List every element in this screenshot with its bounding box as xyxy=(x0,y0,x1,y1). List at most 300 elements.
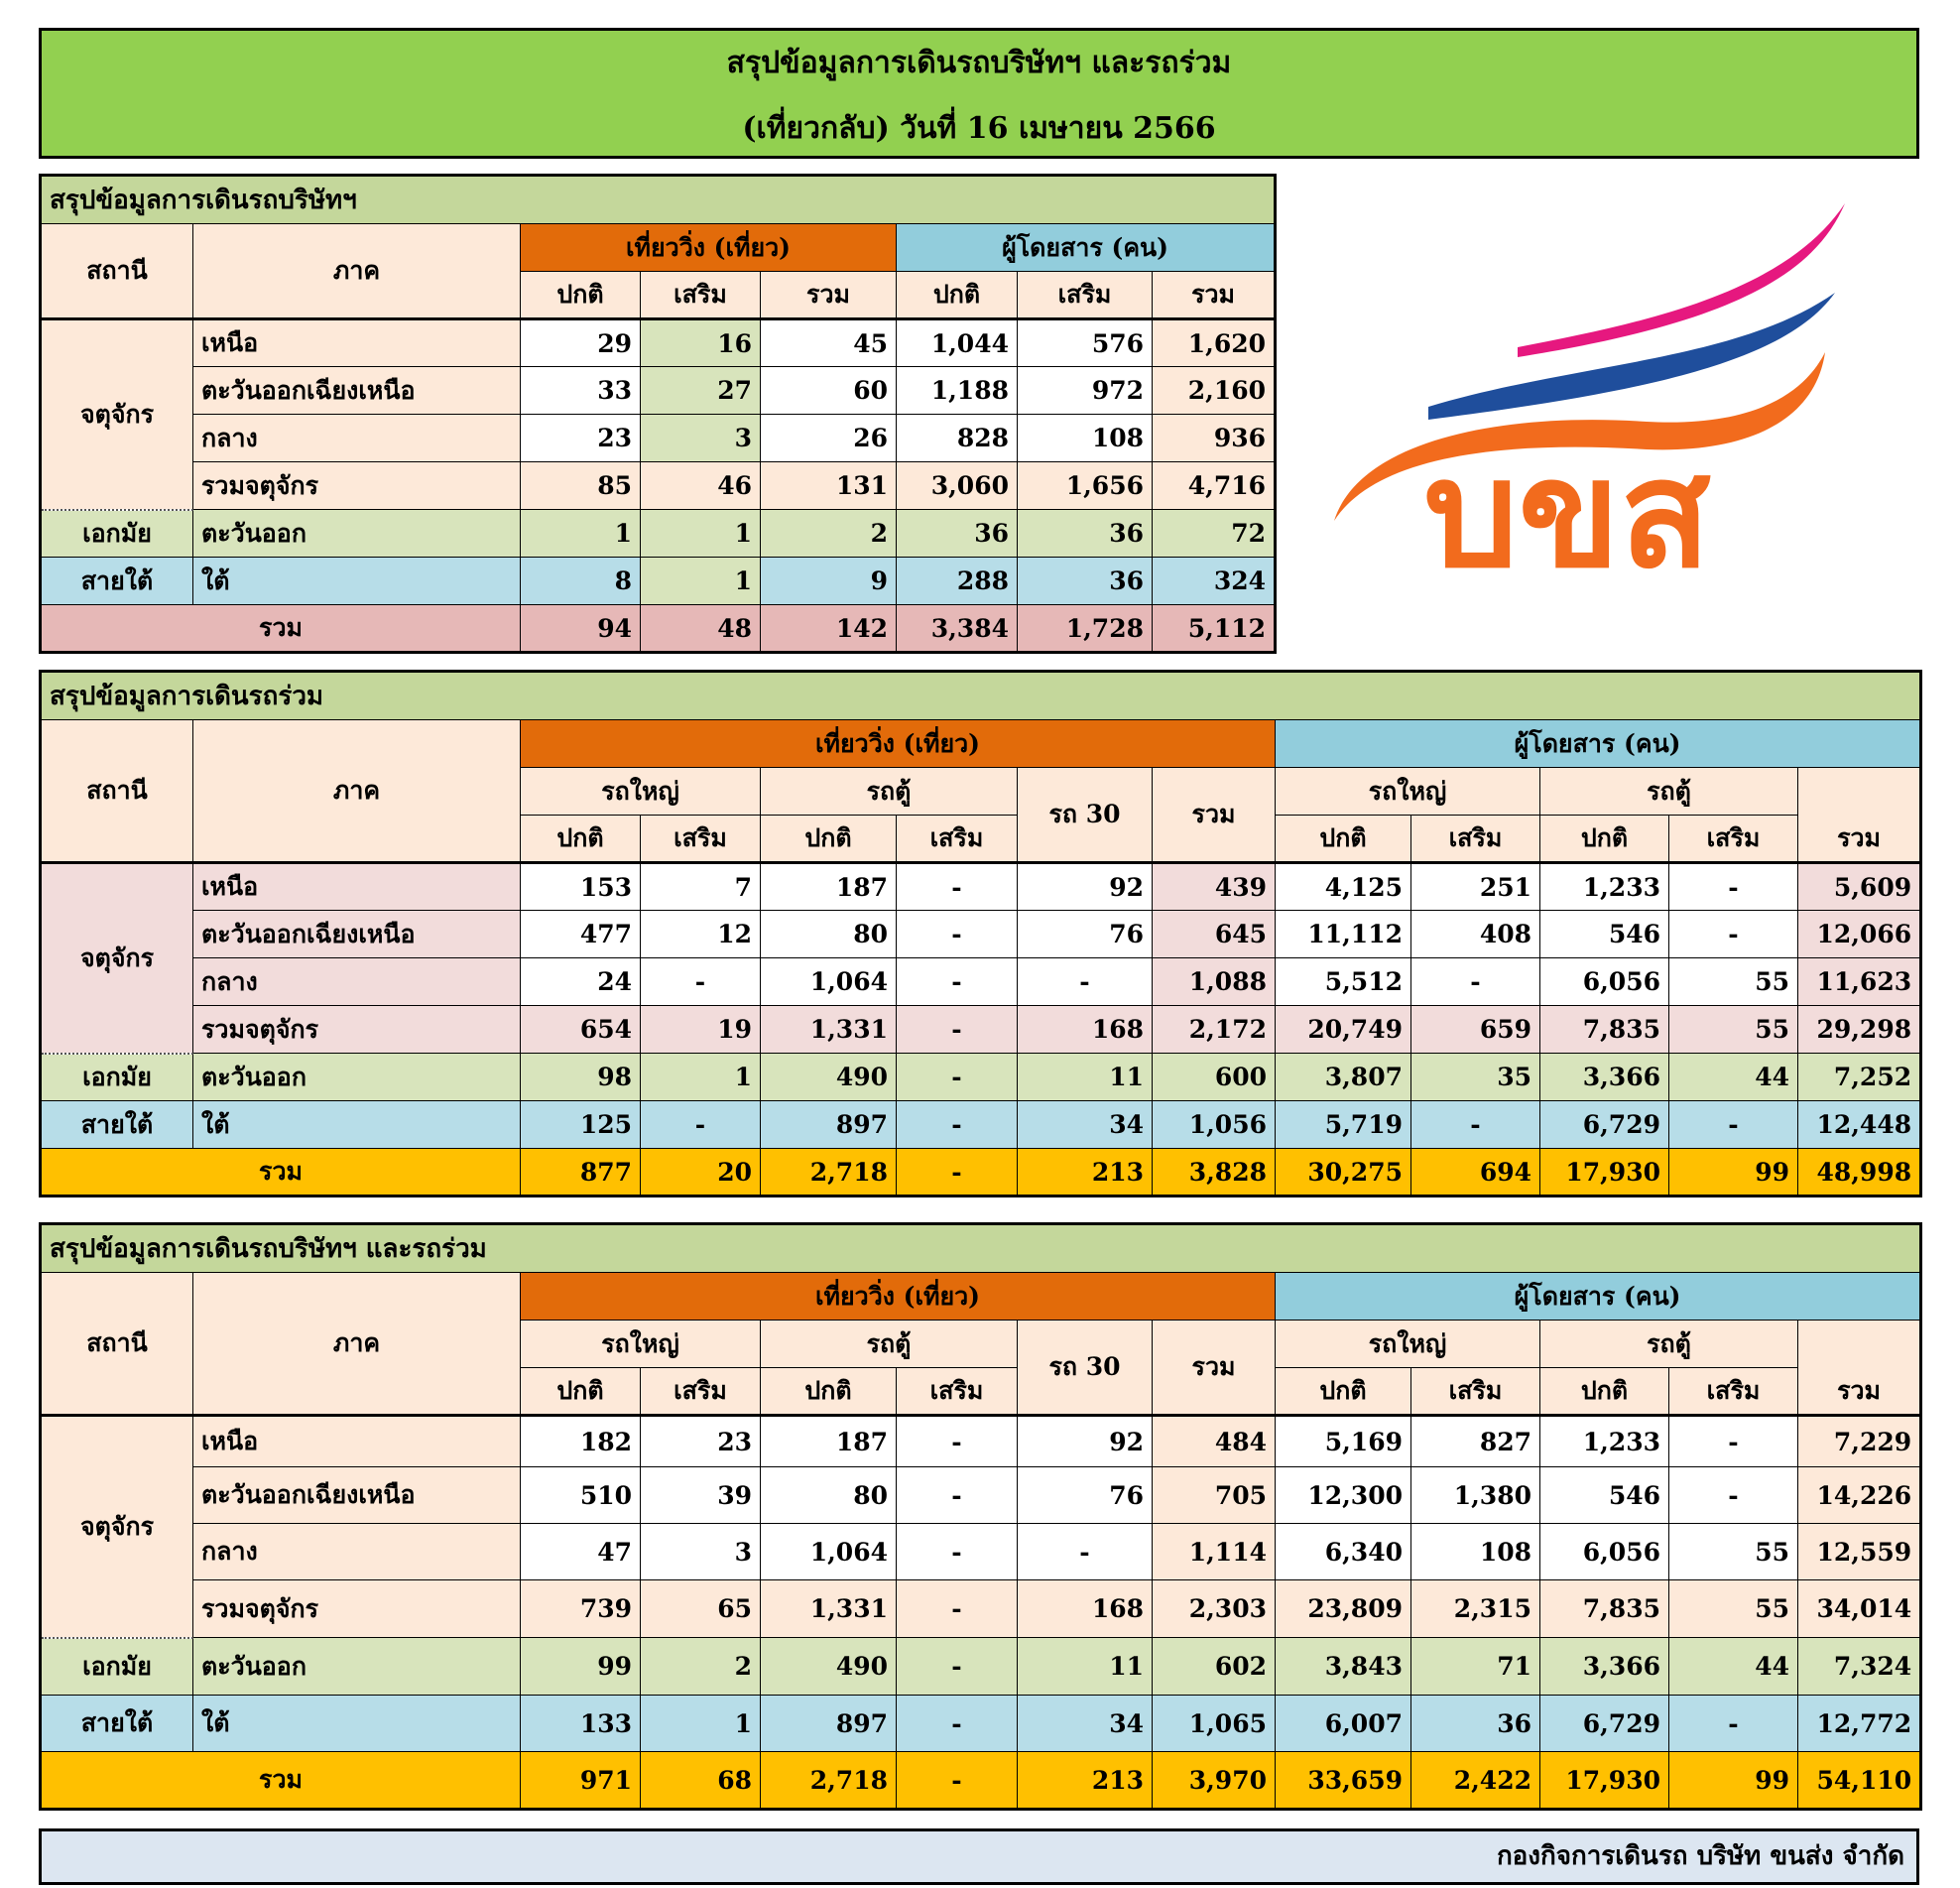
region-cell: รวมจตุจักร xyxy=(193,1006,521,1054)
table-row xyxy=(41,1638,1921,1696)
value-cell: 5,112 xyxy=(1153,605,1276,653)
table-row xyxy=(41,1696,1921,1752)
table1-title: สรุปข้อมูลการเดินรถบริษัทฯ xyxy=(41,176,1276,224)
table2-header-normal: ปกติ xyxy=(1276,816,1411,863)
joint-operations-table xyxy=(39,670,1922,1197)
value-cell: 694 xyxy=(1411,1149,1540,1196)
value-cell: 251 xyxy=(1411,863,1540,911)
table3-passengers-header: ผู้โดยสาร (คน) xyxy=(1276,1273,1921,1321)
value-cell: 5,169 xyxy=(1276,1416,1411,1467)
table3-header-total: รวม xyxy=(1798,1368,1921,1416)
value-cell: 35 xyxy=(1411,1054,1540,1101)
grand-total-label: รวม xyxy=(41,1752,521,1810)
footer-credit: กองกิจการเดินรถ บริษัท ขนส่ง จำกัด xyxy=(39,1828,1919,1885)
value-cell: 645 xyxy=(1153,911,1276,958)
value-cell: - xyxy=(1669,1696,1798,1752)
value-cell: 12,066 xyxy=(1798,911,1921,958)
table3-station-header: สถานี xyxy=(41,1273,193,1416)
value-cell: 92 xyxy=(1018,863,1153,911)
value-cell: 897 xyxy=(761,1101,897,1149)
value-cell: 2,160 xyxy=(1153,367,1276,415)
region-cell: กลาง xyxy=(193,1524,521,1580)
value-cell: 76 xyxy=(1018,1467,1153,1524)
value-cell: - xyxy=(897,1467,1018,1524)
table2-trips-van-header: รถตู้ xyxy=(761,768,1018,816)
value-cell: 46 xyxy=(641,462,761,510)
table3-header-normal: ปกติ xyxy=(521,1368,641,1416)
value-cell: 2,718 xyxy=(761,1149,897,1196)
value-cell: 213 xyxy=(1018,1149,1153,1196)
region-cell: ตะวันออก xyxy=(193,1054,521,1101)
logo-pink-swoosh xyxy=(1518,203,1845,357)
table3-trips-van-header: รถตู้ xyxy=(761,1321,1018,1368)
table2-header-normal: ปกติ xyxy=(1540,816,1669,863)
value-cell: 23,809 xyxy=(1276,1580,1411,1638)
value-cell: 6,729 xyxy=(1540,1696,1669,1752)
value-cell: 3,970 xyxy=(1153,1752,1276,1810)
value-cell: 1 xyxy=(521,510,641,558)
value-cell: - xyxy=(1669,863,1798,911)
table2-trips-total-header: รวม xyxy=(1153,768,1276,863)
table3-header-normal: ปกติ xyxy=(1276,1368,1411,1416)
value-cell: 3,366 xyxy=(1540,1638,1669,1696)
value-cell: - xyxy=(897,1054,1018,1101)
value-cell: 6,056 xyxy=(1540,1524,1669,1580)
value-cell: 827 xyxy=(1411,1416,1540,1467)
value-cell: - xyxy=(897,958,1018,1006)
company-operations-table xyxy=(39,174,1277,654)
value-cell: 897 xyxy=(761,1696,897,1752)
station-ekkamai: เอกมัย xyxy=(41,1638,193,1696)
value-cell: - xyxy=(897,1580,1018,1638)
table2-header-normal: ปกติ xyxy=(521,816,641,863)
table3-header-extra: เสริม xyxy=(1669,1368,1798,1416)
value-cell: - xyxy=(1411,1101,1540,1149)
value-cell: 23 xyxy=(521,415,641,462)
value-cell: 546 xyxy=(1540,911,1669,958)
value-cell: 11 xyxy=(1018,1638,1153,1696)
table2-title: สรุปข้อมูลการเดินรถร่วม xyxy=(41,672,1921,720)
value-cell: - xyxy=(897,1006,1018,1054)
value-cell: 39 xyxy=(641,1467,761,1524)
table-row xyxy=(41,911,1921,958)
total-row xyxy=(41,605,1276,653)
value-cell: 80 xyxy=(761,1467,897,1524)
value-cell: 55 xyxy=(1669,1006,1798,1054)
region-cell: ตะวันออกเฉียงเหนือ xyxy=(193,911,521,958)
value-cell: 7,229 xyxy=(1798,1416,1921,1467)
value-cell: 7,324 xyxy=(1798,1638,1921,1696)
value-cell: - xyxy=(897,1101,1018,1149)
value-cell: 213 xyxy=(1018,1752,1153,1810)
value-cell: 490 xyxy=(761,1054,897,1101)
value-cell: 1,065 xyxy=(1153,1696,1276,1752)
region-cell: เหนือ xyxy=(193,319,521,367)
station-sai-tai: สายใต้ xyxy=(41,558,193,605)
value-cell: 19 xyxy=(641,1006,761,1054)
station-chatuchak: จตุจักร xyxy=(41,319,193,510)
value-cell: 484 xyxy=(1153,1416,1276,1467)
value-cell: 29,298 xyxy=(1798,1006,1921,1054)
total-row xyxy=(41,1752,1921,1810)
value-cell: 36 xyxy=(1018,510,1153,558)
table-row xyxy=(41,319,1276,367)
value-cell: 288 xyxy=(897,558,1018,605)
value-cell: 14,226 xyxy=(1798,1467,1921,1524)
value-cell: 23 xyxy=(641,1416,761,1467)
value-cell: 971 xyxy=(521,1752,641,1810)
value-cell: 324 xyxy=(1153,558,1276,605)
value-cell: 510 xyxy=(521,1467,641,1524)
table1-trips-header: เที่ยววิ่ง (เที่ยว) xyxy=(521,224,897,272)
value-cell: 9 xyxy=(761,558,897,605)
value-cell: - xyxy=(897,1696,1018,1752)
value-cell: - xyxy=(641,1101,761,1149)
table-row xyxy=(41,1416,1921,1467)
value-cell: 72 xyxy=(1153,510,1276,558)
value-cell: 1,331 xyxy=(761,1580,897,1638)
region-cell: กลาง xyxy=(193,415,521,462)
region-cell: ใต้ xyxy=(193,558,521,605)
value-cell: 3,366 xyxy=(1540,1054,1669,1101)
value-cell: - xyxy=(897,911,1018,958)
region-cell: ตะวันออก xyxy=(193,510,521,558)
table1-trips-total-header: รวม xyxy=(761,272,897,319)
value-cell: 3,843 xyxy=(1276,1638,1411,1696)
value-cell: 34,014 xyxy=(1798,1580,1921,1638)
value-cell: 1,656 xyxy=(1018,462,1153,510)
region-cell: เหนือ xyxy=(193,1416,521,1467)
region-cell: กลาง xyxy=(193,958,521,1006)
table-row xyxy=(41,462,1276,510)
table-row xyxy=(41,863,1921,911)
table1-pax-total-header: รวม xyxy=(1153,272,1276,319)
value-cell: 2,718 xyxy=(761,1752,897,1810)
value-cell: 29 xyxy=(521,319,641,367)
value-cell: 2 xyxy=(761,510,897,558)
value-cell: 1,056 xyxy=(1153,1101,1276,1149)
station-sai-tai: สายใต้ xyxy=(41,1101,193,1149)
table1-trips-extra-header: เสริม xyxy=(641,272,761,319)
value-cell: 153 xyxy=(521,863,641,911)
value-cell: 7,835 xyxy=(1540,1580,1669,1638)
value-cell: 55 xyxy=(1669,1524,1798,1580)
table3-title: สรุปข้อมูลการเดินรถบริษัทฯ และรถร่วม xyxy=(41,1224,1921,1273)
value-cell: - xyxy=(1411,958,1540,1006)
region-cell: ใต้ xyxy=(193,1101,521,1149)
value-cell: 1,088 xyxy=(1153,958,1276,1006)
value-cell: 3 xyxy=(641,1524,761,1580)
region-cell: ใต้ xyxy=(193,1696,521,1752)
value-cell: 1 xyxy=(641,1054,761,1101)
value-cell: 71 xyxy=(1411,1638,1540,1696)
table-row xyxy=(41,1580,1921,1638)
bks-logo xyxy=(1319,193,1855,590)
value-cell: 2 xyxy=(641,1638,761,1696)
value-cell: 3,060 xyxy=(897,462,1018,510)
value-cell: 7,835 xyxy=(1540,1006,1669,1054)
table3-region-header: ภาค xyxy=(193,1273,521,1416)
value-cell: 125 xyxy=(521,1101,641,1149)
value-cell: - xyxy=(897,863,1018,911)
region-cell: รวมจตุจักร xyxy=(193,462,521,510)
value-cell: 34 xyxy=(1018,1101,1153,1149)
value-cell: 477 xyxy=(521,911,641,958)
value-cell: 3,384 xyxy=(897,605,1018,653)
value-cell: 1,620 xyxy=(1153,319,1276,367)
value-cell: - xyxy=(897,1149,1018,1196)
value-cell: 11,112 xyxy=(1276,911,1411,958)
table2-header-extra: เสริม xyxy=(1669,816,1798,863)
value-cell: 1,114 xyxy=(1153,1524,1276,1580)
value-cell: 168 xyxy=(1018,1580,1153,1638)
value-cell: 12,559 xyxy=(1798,1524,1921,1580)
value-cell: 11,623 xyxy=(1798,958,1921,1006)
region-cell: ตะวันออกเฉียงเหนือ xyxy=(193,367,521,415)
value-cell: 576 xyxy=(1018,319,1153,367)
table-row xyxy=(41,367,1276,415)
value-cell: 60 xyxy=(761,367,897,415)
value-cell: 48,998 xyxy=(1798,1149,1921,1196)
value-cell: 1 xyxy=(641,558,761,605)
value-cell: 705 xyxy=(1153,1467,1276,1524)
value-cell: - xyxy=(1669,911,1798,958)
region-cell: รวมจตุจักร xyxy=(193,1580,521,1638)
station-ekkamai: เอกมัย xyxy=(41,510,193,558)
value-cell: 5,719 xyxy=(1276,1101,1411,1149)
value-cell: 6,729 xyxy=(1540,1101,1669,1149)
total-row xyxy=(41,1149,1921,1196)
value-cell: 828 xyxy=(897,415,1018,462)
value-cell: 99 xyxy=(1669,1752,1798,1810)
value-cell: 600 xyxy=(1153,1054,1276,1101)
table-row xyxy=(41,510,1276,558)
value-cell: 1,233 xyxy=(1540,863,1669,911)
value-cell: 187 xyxy=(761,1416,897,1467)
region-cell: เหนือ xyxy=(193,863,521,911)
table2-header-total: รวม xyxy=(1798,816,1921,863)
value-cell: 182 xyxy=(521,1416,641,1467)
value-cell: 48 xyxy=(641,605,761,653)
table-row xyxy=(41,1006,1921,1054)
value-cell: - xyxy=(641,958,761,1006)
value-cell: 4,125 xyxy=(1276,863,1411,911)
value-cell: 45 xyxy=(761,319,897,367)
value-cell: 108 xyxy=(1411,1524,1540,1580)
station-ekkamai: เอกมัย xyxy=(41,1054,193,1101)
value-cell: 7,252 xyxy=(1798,1054,1921,1101)
value-cell: 36 xyxy=(1018,558,1153,605)
value-cell: 490 xyxy=(761,1638,897,1696)
value-cell: 99 xyxy=(521,1638,641,1696)
value-cell: 68 xyxy=(641,1752,761,1810)
value-cell: 12,772 xyxy=(1798,1696,1921,1752)
value-cell: 546 xyxy=(1540,1467,1669,1524)
value-cell: 2,315 xyxy=(1411,1580,1540,1638)
table2-passengers-header: ผู้โดยสาร (คน) xyxy=(1276,720,1921,768)
value-cell: 168 xyxy=(1018,1006,1153,1054)
table3-pax-bigbus-header: รถใหญ่ xyxy=(1276,1321,1540,1368)
station-chatuchak: จตุจักร xyxy=(41,863,193,1054)
value-cell: - xyxy=(897,1638,1018,1696)
table3-header-extra: เสริม xyxy=(1411,1368,1540,1416)
value-cell: 92 xyxy=(1018,1416,1153,1467)
value-cell: 1,380 xyxy=(1411,1467,1540,1524)
table2-pax-van-header: รถตู้ xyxy=(1540,768,1798,816)
value-cell: 3 xyxy=(641,415,761,462)
value-cell: 3,807 xyxy=(1276,1054,1411,1101)
value-cell: 11 xyxy=(1018,1054,1153,1101)
value-cell: 20,749 xyxy=(1276,1006,1411,1054)
table3-header-normal: ปกติ xyxy=(761,1368,897,1416)
logo-text: บขส xyxy=(1423,429,1711,590)
value-cell: 6,007 xyxy=(1276,1696,1411,1752)
value-cell: - xyxy=(1669,1467,1798,1524)
table2-header-extra: เสริม xyxy=(1411,816,1540,863)
table3-trips-header: เที่ยววิ่ง (เที่ยว) xyxy=(521,1273,1276,1321)
value-cell: 76 xyxy=(1018,911,1153,958)
table-row xyxy=(41,1054,1921,1101)
value-cell: 2,303 xyxy=(1153,1580,1276,1638)
value-cell: 739 xyxy=(521,1580,641,1638)
value-cell: 602 xyxy=(1153,1638,1276,1696)
value-cell: - xyxy=(897,1524,1018,1580)
table1-pax-extra-header: เสริม xyxy=(1018,272,1153,319)
value-cell: 1,044 xyxy=(897,319,1018,367)
value-cell: 36 xyxy=(897,510,1018,558)
value-cell: 6,340 xyxy=(1276,1524,1411,1580)
value-cell: 142 xyxy=(761,605,897,653)
table3-bus30-header: รถ 30 xyxy=(1018,1321,1153,1416)
value-cell: 17,930 xyxy=(1540,1752,1669,1810)
value-cell: - xyxy=(897,1752,1018,1810)
value-cell: 5,512 xyxy=(1276,958,1411,1006)
value-cell: 659 xyxy=(1411,1006,1540,1054)
value-cell: 12,448 xyxy=(1798,1101,1921,1149)
value-cell: 6,056 xyxy=(1540,958,1669,1006)
table2-region-header: ภาค xyxy=(193,720,521,863)
value-cell: 1,233 xyxy=(1540,1416,1669,1467)
combined-operations-table xyxy=(39,1222,1922,1811)
value-cell: 1 xyxy=(641,1696,761,1752)
value-cell: 1,064 xyxy=(761,958,897,1006)
value-cell: 80 xyxy=(761,911,897,958)
value-cell: 7 xyxy=(641,863,761,911)
value-cell: 133 xyxy=(521,1696,641,1752)
value-cell: 936 xyxy=(1153,415,1276,462)
value-cell: 5,609 xyxy=(1798,863,1921,911)
table3-header-extra: เสริม xyxy=(897,1368,1018,1416)
value-cell: 108 xyxy=(1018,415,1153,462)
value-cell: 36 xyxy=(1411,1696,1540,1752)
table2-header-extra: เสริม xyxy=(641,816,761,863)
table2-trips-header: เที่ยววิ่ง (เที่ยว) xyxy=(521,720,1276,768)
value-cell: 65 xyxy=(641,1580,761,1638)
value-cell: 44 xyxy=(1669,1638,1798,1696)
table2-trips-bigbus-header: รถใหญ่ xyxy=(521,768,761,816)
table3-pax-van-header: รถตู้ xyxy=(1540,1321,1798,1368)
value-cell: 27 xyxy=(641,367,761,415)
value-cell: - xyxy=(1018,958,1153,1006)
value-cell: 12,300 xyxy=(1276,1467,1411,1524)
grand-total-label: รวม xyxy=(41,605,521,653)
value-cell: 94 xyxy=(521,605,641,653)
value-cell: 47 xyxy=(521,1524,641,1580)
station-sai-tai: สายใต้ xyxy=(41,1696,193,1752)
value-cell: 26 xyxy=(761,415,897,462)
table1-pax-normal-header: ปกติ xyxy=(897,272,1018,319)
value-cell: 2,422 xyxy=(1411,1752,1540,1810)
region-cell: ตะวันออก xyxy=(193,1638,521,1696)
value-cell: 33 xyxy=(521,367,641,415)
value-cell: 1,188 xyxy=(897,367,1018,415)
value-cell: 2,172 xyxy=(1153,1006,1276,1054)
table-row xyxy=(41,958,1921,1006)
value-cell: 877 xyxy=(521,1149,641,1196)
table1-station-header: สถานี xyxy=(41,224,193,319)
table-row xyxy=(41,1101,1921,1149)
value-cell: 16 xyxy=(641,319,761,367)
logo-blue-swoosh xyxy=(1428,293,1835,420)
table-row xyxy=(41,1467,1921,1524)
station-chatuchak: จตุจักร xyxy=(41,1416,193,1638)
table-row xyxy=(41,415,1276,462)
table3-header-normal: ปกติ xyxy=(1540,1368,1669,1416)
value-cell: 4,716 xyxy=(1153,462,1276,510)
value-cell: 33,659 xyxy=(1276,1752,1411,1810)
table1-region-header: ภาค xyxy=(193,224,521,319)
value-cell: 85 xyxy=(521,462,641,510)
table2-header-extra: เสริม xyxy=(897,816,1018,863)
value-cell: 439 xyxy=(1153,863,1276,911)
table1-passengers-header: ผู้โดยสาร (คน) xyxy=(897,224,1276,272)
value-cell: 55 xyxy=(1669,958,1798,1006)
report-title: สรุปข้อมูลการเดินรถบริษัทฯ และรถร่วม xyxy=(726,46,1232,80)
value-cell: - xyxy=(897,1416,1018,1467)
value-cell: 131 xyxy=(761,462,897,510)
value-cell: 972 xyxy=(1018,367,1153,415)
value-cell: 3,828 xyxy=(1153,1149,1276,1196)
value-cell: 1,064 xyxy=(761,1524,897,1580)
table3-trips-total-header: รวม xyxy=(1153,1321,1276,1416)
value-cell: 99 xyxy=(1669,1149,1798,1196)
value-cell: - xyxy=(1669,1101,1798,1149)
value-cell: 8 xyxy=(521,558,641,605)
table-row xyxy=(41,1524,1921,1580)
grand-total-label: รวม xyxy=(41,1149,521,1196)
value-cell: 44 xyxy=(1669,1054,1798,1101)
table3-header-extra: เสริม xyxy=(641,1368,761,1416)
value-cell: 654 xyxy=(521,1006,641,1054)
value-cell: 187 xyxy=(761,863,897,911)
table2-pax-bigbus-header: รถใหญ่ xyxy=(1276,768,1540,816)
table3-trips-bigbus-header: รถใหญ่ xyxy=(521,1321,761,1368)
value-cell: 55 xyxy=(1669,1580,1798,1638)
report-subtitle: (เที่ยวกลับ) วันที่ 16 เมษายน 2566 xyxy=(742,111,1216,146)
value-cell: 54,110 xyxy=(1798,1752,1921,1810)
table2-header-normal: ปกติ xyxy=(761,816,897,863)
table1-trips-normal-header: ปกติ xyxy=(521,272,641,319)
value-cell: - xyxy=(1018,1524,1153,1580)
table2-station-header: สถานี xyxy=(41,720,193,863)
region-cell: ตะวันออกเฉียงเหนือ xyxy=(193,1467,521,1524)
value-cell: 1 xyxy=(641,510,761,558)
value-cell: 24 xyxy=(521,958,641,1006)
value-cell: 30,275 xyxy=(1276,1149,1411,1196)
table2-bus30-header: รถ 30 xyxy=(1018,768,1153,863)
report-header xyxy=(39,28,1919,159)
value-cell: 34 xyxy=(1018,1696,1153,1752)
